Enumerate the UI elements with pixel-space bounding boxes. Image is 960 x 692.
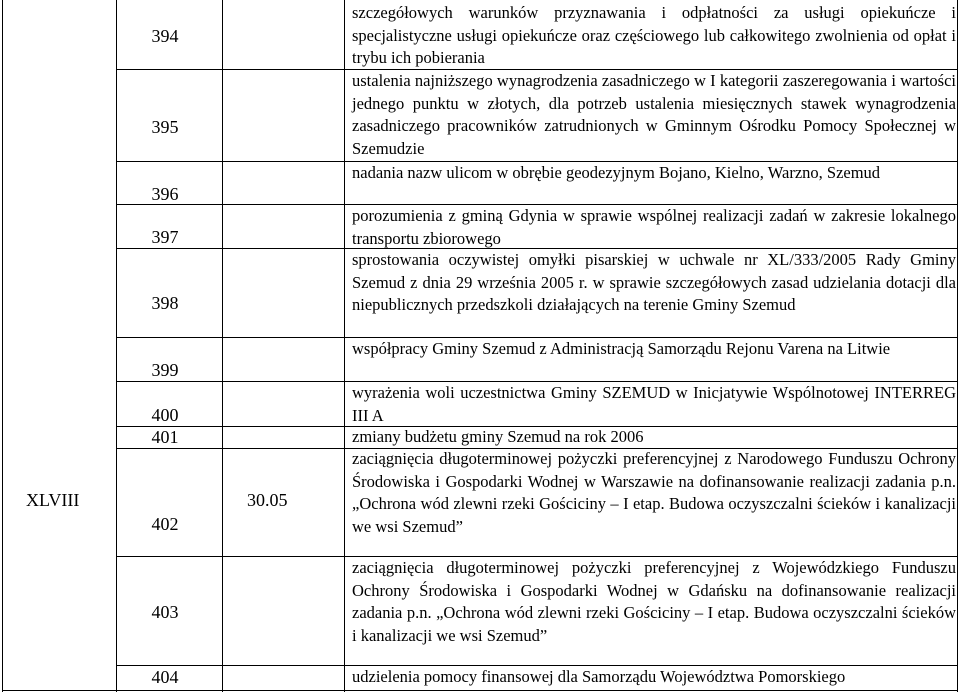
resolution-number: 398	[151, 293, 179, 313]
resolution-title: porozumienia z gminą Gdynia w sprawie wspólnej realizacji zadań w zakresie lokalnego transportu zbiorowego	[352, 206, 956, 248]
resolution-title: współpracy Gminy Szemud z Administracją Samorządu Rejonu Varena na Litwie	[352, 339, 891, 358]
session-date: 30.05	[247, 490, 288, 510]
resolution-number: 400	[151, 405, 179, 425]
resolution-number: 397	[151, 227, 179, 247]
left-border	[2, 0, 3, 692]
resolution-title: udzielenia pomocy finansowej dla Samorządu Województwa Pomorskiego	[352, 667, 846, 686]
resolution-number: 394	[151, 26, 179, 46]
session-number: XLVIII	[26, 490, 80, 510]
resolution-title: zaciągnięcia długoterminowej pożyczki preferencyjnej z Wojewódzkiego Funduszu Ochrony Środowiska i Gospodarki Wodnej w Gdańsku na dofinansowanie realizacji zadania p.n. „Ochrona wód zlewni rzeki Gościciny – I etap. Budowa oczyszczalni ścieków i kanalizacji we wsi Szemud”	[352, 558, 956, 645]
resolution-number: 402	[151, 514, 179, 534]
resolution-title: wyrażenia woli uczestnictwa Gminy SZEMUD w Inicjatywie Wspólnotowej INTERREG III A	[352, 383, 956, 425]
right-border	[957, 0, 958, 692]
resolution-title: sprostowania oczywistej omyłki pisarskiej w uchwale nr XL/333/2005 Rady Gminy Szemud z dnia 29 września 2005 r. w sprawie szczegółowych zasad udzielania dotacji dla niepublicznych przedszkoli działających na terenie Gminy Szemud	[352, 250, 956, 314]
date-column-border	[222, 0, 223, 692]
resolution-title: szczegółowych warunków przyznawania i odpłatności za usługi opiekuńcze i specjalistyczne usługi opiekuńcze oraz częściowego lub całkowitego zwolnienia od opłat i trybu ich pobierania	[352, 3, 956, 67]
resolution-title: ustalenia najniższego wynagrodzenia zasadniczego w I kategorii zaszeregowania i wartości jednego punktu w złotych, dla potrzeb ustalenia miesięcznych stawek wynagrodzenia zasadniczego pracowników zatrudnionych w Gminnym Ośrodku Pomocy Społecznej w Szemudzie	[352, 71, 956, 158]
session-column-border	[116, 0, 117, 692]
resolution-number: 404	[151, 667, 179, 687]
resolution-number: 401	[151, 427, 179, 447]
number-column-border	[344, 0, 345, 692]
resolution-number: 396	[151, 184, 179, 204]
resolution-title: zmiany budżetu gminy Szemud na rok 2006	[352, 427, 644, 446]
resolution-title: nadania nazw ulicom w obrębie geodezyjnym Bojano, Kielno, Warzno, Szemud	[352, 163, 881, 182]
resolution-title: zaciągnięcia długoterminowej pożyczki preferencyjnej z Narodowego Funduszu Ochrony Środowiska i Gospodarki Wodnej w Warszawie na dofinansowanie realizacji zadania p.n. „Ochrona wód zlewni rzeki Gościciny – I etap. Budowa oczyszczalni ścieków i kanalizacji we wsi Szemud”	[352, 449, 956, 536]
bottom-border	[2, 690, 958, 691]
resolution-number: 403	[151, 602, 179, 622]
resolution-number: 395	[151, 117, 179, 137]
resolution-number: 399	[151, 360, 179, 380]
